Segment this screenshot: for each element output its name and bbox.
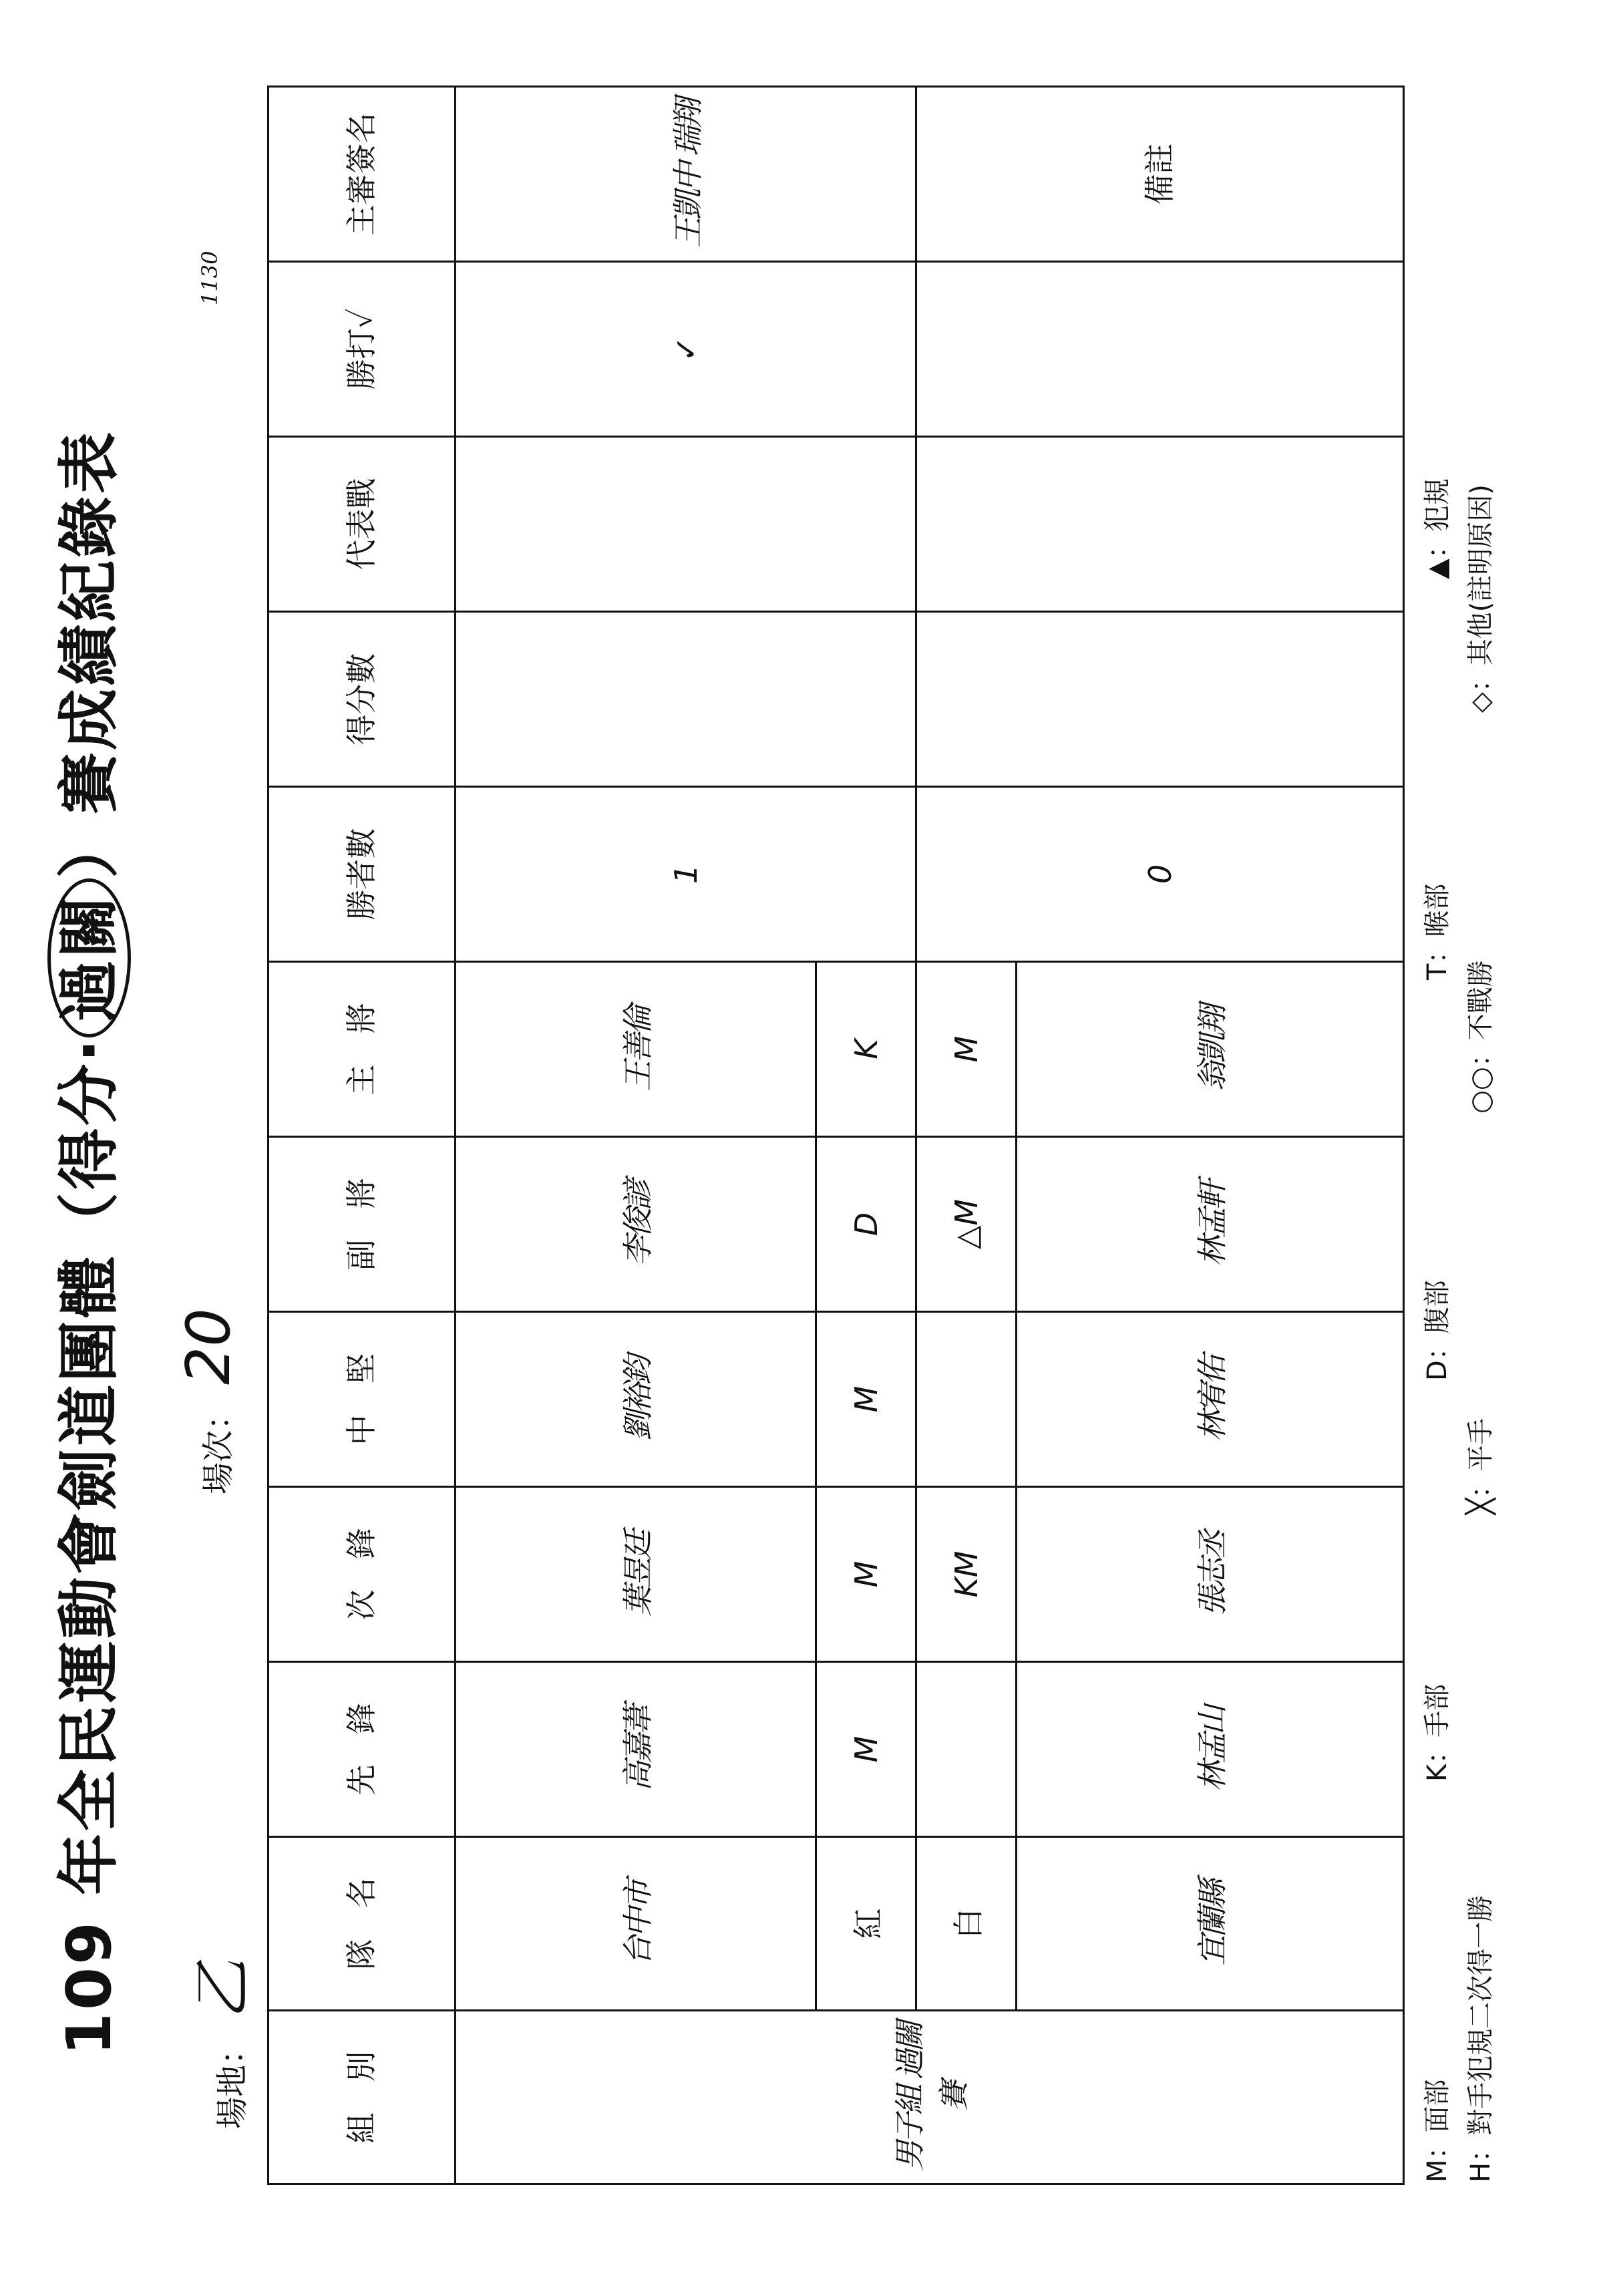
legend-row-2 <box>1459 484 1497 2182</box>
legend-draw: ╳：平手 <box>1465 1418 1496 1514</box>
white-score-jiho: KM <box>916 1487 1017 1662</box>
red-player-taisho: 王善倫 <box>456 962 816 1137</box>
white-win-mark <box>916 262 1404 437</box>
circled-round: 過關 <box>47 878 131 1037</box>
white-wins: 0 <box>916 787 1404 962</box>
red-team-name: 台中市 <box>456 1837 816 2011</box>
red-label: 紅 <box>816 1837 916 2011</box>
red-points <box>456 612 916 787</box>
white-player-jiho: 張志丞 <box>1017 1487 1404 1662</box>
red-score-taisho: K <box>816 962 916 1137</box>
legend-k: K：手部 <box>1422 1683 1453 1782</box>
white-score-taisho: M <box>916 962 1017 1137</box>
red-player-chuken: 劉裕鈞 <box>456 1312 816 1487</box>
red-player-jiho: 葉昱廷 <box>456 1487 816 1662</box>
red-win-mark: ✓ <box>456 262 916 437</box>
legend-m: M：面部 <box>1422 2079 1453 2182</box>
header-group: 組 別 <box>269 2011 456 2184</box>
time-note: 1130 <box>197 251 222 305</box>
legend-ff: ○○：不戰勝 <box>1465 960 1496 1114</box>
legend-row-1 <box>1416 478 1454 2182</box>
red-rep <box>456 437 916 612</box>
header-jiho: 次 鋒 <box>269 1487 456 1662</box>
header-team: 隊 名 <box>269 1837 456 2011</box>
header-senpo: 先 鋒 <box>269 1662 456 1837</box>
legend-h: H：對手犯規二次得一勝 <box>1465 1895 1496 2182</box>
group-name: 男子組 過關賽 <box>456 2011 1404 2184</box>
red-score-jiho: M <box>816 1487 916 1662</box>
red-score-senpo: M <box>816 1662 916 1837</box>
white-label: 白 <box>916 1837 1017 2011</box>
red-score-fukusho: D <box>816 1137 916 1312</box>
white-points <box>916 612 1404 787</box>
white-score-chuken <box>916 1312 1017 1487</box>
white-score-fukusho: △M <box>916 1137 1017 1312</box>
header-taisho: 主 將 <box>269 962 456 1137</box>
white-player-fukusho: 林孟軒 <box>1017 1137 1404 1312</box>
white-rep <box>916 437 1404 612</box>
header-points: 得分數 <box>269 612 456 787</box>
venue-value: 乙 <box>188 1959 258 2019</box>
referee-sign: 王凱中 瑞翔 <box>456 87 916 262</box>
venue: 場地：乙 <box>188 1959 258 2129</box>
white-player-senpo: 林孟山 <box>1017 1662 1404 1837</box>
match-value: 20 <box>174 1308 244 1385</box>
white-team-name: 宜蘭縣 <box>1017 1837 1404 2011</box>
header-sign: 主審簽名 <box>269 87 456 262</box>
legend-foul: ▲：犯規 <box>1422 478 1453 579</box>
white-score-senpo <box>916 1662 1017 1837</box>
legend-d: D：腹部 <box>1422 1280 1453 1381</box>
page-title: 109 年全民運動會劍道團體（得分‧過關）賽成績紀錄表 <box>40 430 128 2056</box>
red-player-fukusho: 李俊諺 <box>456 1137 816 1312</box>
white-player-chuken: 林宥佑 <box>1017 1312 1404 1487</box>
score-table <box>267 86 1405 2185</box>
header-chuken: 中 堅 <box>269 1312 456 1487</box>
red-score-chuken: M <box>816 1312 916 1487</box>
white-player-taisho: 翁凱翔 <box>1017 962 1404 1137</box>
legend-other: ◇：其他(註明原因) <box>1465 484 1496 713</box>
header-wins: 勝者數 <box>269 787 456 962</box>
header-win-mark: 勝打✓ <box>269 262 456 437</box>
match-number: 場次：20 <box>174 1308 244 1494</box>
red-wins: 1 <box>456 787 916 962</box>
header-rep: 代表戰 <box>269 437 456 612</box>
remarks: 備註 <box>916 87 1404 262</box>
red-player-senpo: 高嘉葦 <box>456 1662 816 1837</box>
legend-t: T：喉部 <box>1422 883 1453 980</box>
header-fukusho: 副 將 <box>269 1137 456 1312</box>
